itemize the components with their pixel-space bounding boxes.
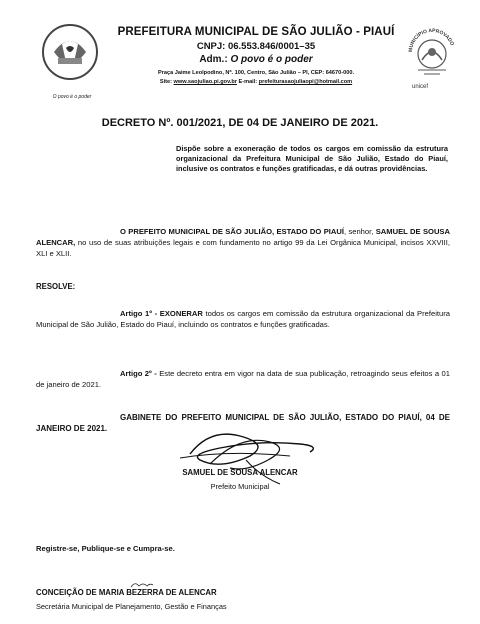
adm-prefix: Adm.:: [199, 54, 228, 65]
article-2: [36, 368, 450, 390]
article-2-text: Este decreto entra em vigor na data de sua publicação, retroagindo seus efeitos a 01 de janeiro de 2021.: [36, 369, 450, 389]
logo-slogan: O povo é o poder: [52, 94, 92, 100]
header-administration: [106, 54, 406, 65]
mayor-name-inline: SAMUEL DE SOUSA ALENCAR,: [36, 227, 450, 247]
unicef-seal-icon: [404, 22, 460, 82]
intro-lead: O PREFEITO MUNICIPAL DE SÃO JULIÃO, ESTADO DO PIAUÍ: [120, 227, 344, 236]
seal-arc-text: MUNICÍPIO APROVADO: [407, 27, 455, 53]
gabinete-text: GABINETE DO PREFEITO MUNICIPAL DE SÃO JULIÃO, ESTADO DO PIAUÍ, 04 DE JANEIRO DE 2021.: [36, 413, 450, 433]
article-1-action: EXONERAR: [157, 309, 203, 318]
header-title: PREFEITURA MUNICIPAL DE SÃO JULIÃO - PIAUÍ: [117, 26, 395, 38]
signature-name: SAMUEL DE SOUSA ALENCAR: [182, 468, 298, 477]
article-2-label: Artigo 2º -: [120, 369, 157, 378]
municipal-crest-icon: [40, 22, 100, 82]
header-cnpj: CNPJ: 06.553.846/0001–35: [196, 41, 316, 52]
site-link[interactable]: www.saojuliao.pi.gov.br: [173, 79, 237, 85]
adm-slogan: O povo é o poder: [230, 54, 313, 65]
decree-title: DECRETO Nº. 001/2021, DE 04 DE JANEIRO DE 2021.: [101, 117, 379, 129]
resolve-heading: RESOLVE:: [36, 282, 76, 291]
municipal-logo: [40, 22, 100, 100]
seal-brand: unicef: [412, 84, 429, 90]
header-contacts: [106, 79, 406, 85]
secretary-name: CONCEIÇÃO DE MARIA BEZERRA DE ALENCAR: [36, 588, 217, 597]
header-address: Praça Jaime Leolpodino, Nº. 100, Centro, São Julião – PI, CEP: 64670-000.: [157, 70, 355, 76]
article-1-label: Artigo 1º -: [120, 309, 158, 318]
signature-role: Prefeito Municipal: [210, 482, 270, 491]
site-label: Site:: [159, 79, 172, 85]
unicef-seal: [404, 22, 460, 98]
secretary-role: Secretária Municipal de Planejamento, Gestão e Finanças: [36, 602, 227, 611]
decree-summary: Dispõe sobre a exoneração de todos os cargos em comissão da estrutura organizacional da Prefeitura Municipal de São Julião, Estado do Piauí, inclusive os contratos e funções gratificadas, e dá outras providências.: [176, 144, 448, 173]
intro-mid: , senhor,: [343, 227, 376, 236]
article-1-text: todos os cargos em comissão da estrutura organizacional da Prefeitura Municipal de São Julião, Estado do Piauí, incluindo os contratos e funções gratificadas.: [36, 309, 450, 329]
intro-paragraph: [36, 226, 450, 259]
intro-rest: no uso de suas atribuições legais e com fundamento no artigo 99 da Lei Orgânica Municipal, incisos XXVIII, XLI e XLII.: [36, 238, 450, 258]
email-label: E-mail:: [238, 79, 258, 85]
email-link[interactable]: prefeiturasaojuliaopi@hotmail.com: [258, 79, 353, 85]
article-1: [36, 308, 450, 330]
register-publish-line: Registre-se, Publique-se e Cumpra-se.: [36, 544, 175, 553]
